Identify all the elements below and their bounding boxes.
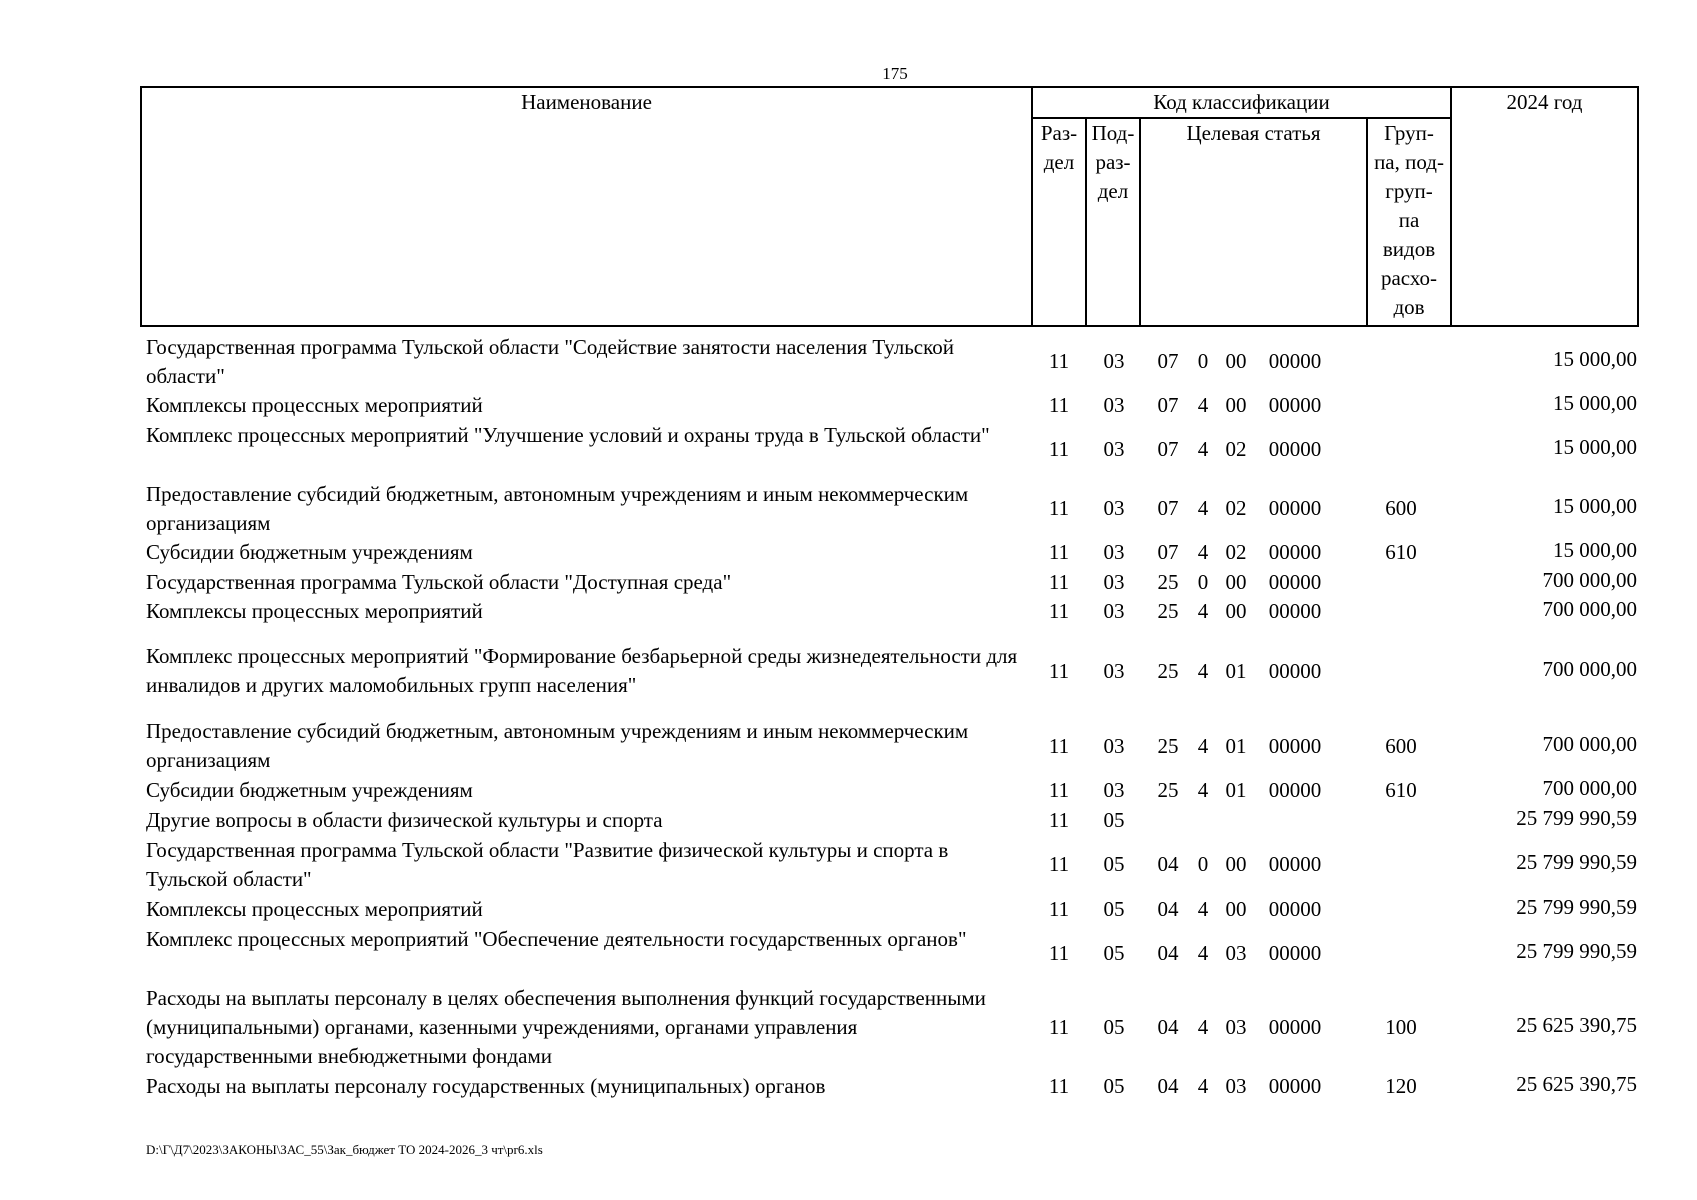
row-podrazdel: 05 — [1103, 808, 1125, 832]
row-target-3: 01 — [1225, 778, 1247, 802]
row-target-2: 4 — [1197, 496, 1209, 520]
row-target-4: 00000 — [1268, 540, 1322, 564]
row-podrazdel: 05 — [1103, 1015, 1125, 1039]
row-target-4: 00000 — [1268, 852, 1322, 876]
header-target-article: Целевая статья — [1186, 121, 1321, 145]
row-amount: 700 000,00 — [1542, 657, 1637, 681]
file-path-footer: D:\Г\Д7\2023\ЗАКОНЫ\ЗАС_55\Зак_бюджет ТО 2024-2026_3 чт\pr6.xls — [146, 1142, 543, 1157]
row-target-1: 04 — [1157, 941, 1179, 965]
row-name: Субсидии бюджетным учреждениям — [146, 540, 473, 564]
row-target-4: 00000 — [1268, 734, 1322, 758]
row-name: Субсидии бюджетным учреждениям — [146, 778, 473, 802]
row-amount: 25 799 990,59 — [1516, 850, 1637, 874]
row-name: Предоставление субсидий бюджетным, автономным учреждениям и иным некоммерческим организациям — [146, 482, 969, 535]
row-target-1: 25 — [1157, 570, 1179, 594]
row-target-2: 0 — [1197, 349, 1209, 373]
row-group: 120 — [1385, 1074, 1417, 1098]
row-podrazdel: 03 — [1103, 599, 1125, 623]
row-amount: 25 799 990,59 — [1516, 939, 1637, 963]
row-target-4: 00000 — [1268, 659, 1322, 683]
row-target-2: 4 — [1197, 1015, 1209, 1039]
row-target-3: 00 — [1225, 393, 1247, 417]
row-razdel: 11 — [1048, 599, 1070, 623]
row-amount: 15 000,00 — [1553, 347, 1637, 371]
row-target-1: 25 — [1157, 659, 1179, 683]
row-name: Государственная программа Тульской области "Развитие физической культуры и спорта в Тульской области" — [146, 838, 949, 891]
row-target-1: 07 — [1157, 496, 1179, 520]
row-razdel: 11 — [1048, 540, 1070, 564]
row-razdel: 11 — [1048, 570, 1070, 594]
row-name: Комплексы процессных мероприятий — [146, 897, 483, 921]
row-target-4: 00000 — [1268, 1074, 1322, 1098]
row-target-1: 04 — [1157, 1015, 1179, 1039]
row-group: 610 — [1385, 540, 1417, 564]
row-amount: 25 799 990,59 — [1516, 806, 1637, 830]
row-razdel: 11 — [1048, 941, 1070, 965]
row-target-3: 00 — [1225, 570, 1247, 594]
row-podrazdel: 03 — [1103, 540, 1125, 564]
row-target-2: 4 — [1197, 778, 1209, 802]
row-amount: 15 000,00 — [1553, 435, 1637, 459]
row-target-4: 00000 — [1268, 437, 1322, 461]
row-podrazdel: 03 — [1103, 659, 1125, 683]
row-target-3: 03 — [1225, 1074, 1247, 1098]
row-target-4: 00000 — [1268, 941, 1322, 965]
row-target-4: 00000 — [1268, 1015, 1322, 1039]
row-target-4: 00000 — [1268, 778, 1322, 802]
row-group: 100 — [1385, 1015, 1417, 1039]
row-name: Предоставление субсидий бюджетным, автономным учреждениям и иным некоммерческим организациям — [146, 719, 969, 772]
row-target-3: 03 — [1225, 941, 1247, 965]
row-podrazdel: 05 — [1103, 941, 1125, 965]
row-target-1: 07 — [1157, 540, 1179, 564]
row-razdel: 11 — [1048, 496, 1070, 520]
row-target-2: 4 — [1197, 897, 1209, 921]
row-razdel: 11 — [1048, 1074, 1070, 1098]
row-razdel: 11 — [1048, 808, 1070, 832]
row-target-1: 25 — [1157, 778, 1179, 802]
row-target-3: 00 — [1225, 852, 1247, 876]
row-name: Другие вопросы в области физической культуры и спорта — [146, 808, 663, 832]
row-target-2: 4 — [1197, 599, 1209, 623]
row-target-2: 4 — [1197, 734, 1209, 758]
header-classification-code: Код классификации — [1153, 90, 1330, 114]
row-name: Комплекс процессных мероприятий "Обеспечение деятельности государственных органов" — [146, 927, 967, 951]
row-target-2: 0 — [1197, 570, 1209, 594]
row-name: Комплексы процессных мероприятий — [146, 393, 483, 417]
row-razdel: 11 — [1048, 1015, 1070, 1039]
row-target-1: 04 — [1157, 897, 1179, 921]
row-podrazdel: 03 — [1103, 393, 1125, 417]
row-target-2: 4 — [1197, 393, 1209, 417]
row-razdel: 11 — [1048, 349, 1070, 373]
row-razdel: 11 — [1048, 897, 1070, 921]
row-target-3: 00 — [1225, 599, 1247, 623]
row-target-3: 01 — [1225, 734, 1247, 758]
row-target-3: 02 — [1225, 540, 1247, 564]
row-podrazdel: 05 — [1103, 897, 1125, 921]
row-podrazdel: 03 — [1103, 496, 1125, 520]
row-razdel: 11 — [1048, 778, 1070, 802]
row-razdel: 11 — [1048, 734, 1070, 758]
row-target-1: 25 — [1157, 734, 1179, 758]
row-target-3: 01 — [1225, 659, 1247, 683]
row-target-1: 07 — [1157, 349, 1179, 373]
row-target-2: 4 — [1197, 1074, 1209, 1098]
row-amount: 15 000,00 — [1553, 538, 1637, 562]
row-target-4: 00000 — [1268, 897, 1322, 921]
row-group: 600 — [1385, 734, 1417, 758]
row-target-4: 00000 — [1268, 570, 1322, 594]
row-podrazdel: 03 — [1103, 734, 1125, 758]
header-razdel: Раз- дел — [1040, 121, 1078, 174]
row-amount: 15 000,00 — [1553, 494, 1637, 518]
row-target-2: 4 — [1197, 941, 1209, 965]
row-razdel: 11 — [1048, 437, 1070, 461]
row-razdel: 11 — [1048, 852, 1070, 876]
page-number: 175 — [882, 64, 908, 83]
row-target-4: 00000 — [1268, 496, 1322, 520]
row-target-1: 04 — [1157, 852, 1179, 876]
row-podrazdel: 03 — [1103, 437, 1125, 461]
row-target-1: 04 — [1157, 1074, 1179, 1098]
row-podrazdel: 03 — [1103, 778, 1125, 802]
row-target-3: 03 — [1225, 1015, 1247, 1039]
row-name: Государственная программа Тульской области "Доступная среда" — [146, 570, 732, 594]
header-year: 2024 год — [1506, 90, 1583, 114]
row-group: 600 — [1385, 496, 1417, 520]
row-name: Комплекс процессных мероприятий "Формирование безбарьерной среды жизнедеятельности для инвалидов и других маломобильных групп населения" — [146, 644, 1018, 697]
row-amount: 25 625 390,75 — [1516, 1072, 1637, 1096]
row-target-4: 00000 — [1268, 393, 1322, 417]
row-name: Государственная программа Тульской области "Содействие занятости населения Тульской области" — [146, 335, 954, 388]
row-name: Комплекс процессных мероприятий "Улучшение условий и охраны труда в Тульской области" — [146, 423, 990, 447]
row-name: Расходы на выплаты персоналу в целях обеспечения выполнения функций государственными (муниципальными) органами, казенными учреждениями, органами управления государственными внебюджетными фондами — [146, 986, 986, 1068]
row-podrazdel: 03 — [1103, 570, 1125, 594]
row-group: 610 — [1385, 778, 1417, 802]
row-podrazdel: 03 — [1103, 349, 1125, 373]
header-podrazdel: Под- раз- дел — [1091, 121, 1135, 203]
header-name: Наименование — [521, 90, 652, 114]
header-group: Груп- па, под- груп- па видов расхо- дов — [1374, 121, 1444, 319]
row-target-2: 0 — [1197, 852, 1209, 876]
row-target-1: 25 — [1157, 599, 1179, 623]
row-amount: 25 799 990,59 — [1516, 895, 1637, 919]
row-target-2: 4 — [1197, 659, 1209, 683]
row-target-2: 4 — [1197, 437, 1209, 461]
row-podrazdel: 05 — [1103, 852, 1125, 876]
row-amount: 25 625 390,75 — [1516, 1013, 1637, 1037]
row-target-1: 07 — [1157, 393, 1179, 417]
row-amount: 15 000,00 — [1553, 391, 1637, 415]
row-name: Расходы на выплаты персоналу государственных (муниципальных) органов — [146, 1074, 826, 1098]
row-target-3: 00 — [1225, 349, 1247, 373]
row-razdel: 11 — [1048, 659, 1070, 683]
row-amount: 700 000,00 — [1542, 568, 1637, 592]
row-amount: 700 000,00 — [1542, 732, 1637, 756]
row-target-2: 4 — [1197, 540, 1209, 564]
row-amount: 700 000,00 — [1542, 597, 1637, 621]
row-target-4: 00000 — [1268, 349, 1322, 373]
row-target-3: 00 — [1225, 897, 1247, 921]
row-razdel: 11 — [1048, 393, 1070, 417]
row-amount: 700 000,00 — [1542, 776, 1637, 800]
row-target-4: 00000 — [1268, 599, 1322, 623]
row-target-3: 02 — [1225, 437, 1247, 461]
row-target-3: 02 — [1225, 496, 1247, 520]
row-name: Комплексы процессных мероприятий — [146, 599, 483, 623]
row-podrazdel: 05 — [1103, 1074, 1125, 1098]
row-target-1: 07 — [1157, 437, 1179, 461]
